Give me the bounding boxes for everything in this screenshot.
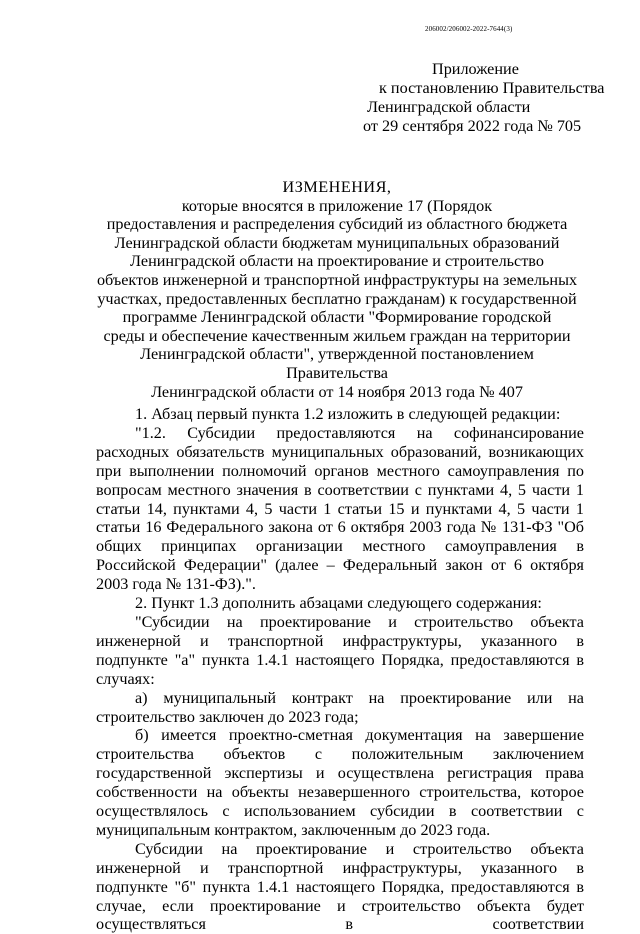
body-paragraph: б) имеется проектно-сметная документация на завершение строительства объектов с положительным заключением государственной экспертизы и осуществлена регистрация права собственности на объекты незавершенного строительства, которое осуществлялось с использованием субсидии в соответствии с муниципальным контрактом, заключенным до 2023 года. bbox=[96, 726, 584, 839]
title-line: Ленинградской области от 14 ноября 2013 года № 407 bbox=[151, 382, 523, 401]
body-paragraph: "Субсидии на проектирование и строительство объекта инженерной и транспортной инфраструктуры, указанного в подпункте "а" пункта 1.4.1 настоящего Порядка, предоставляются в случаях: bbox=[96, 612, 584, 688]
document-body bbox=[96, 405, 584, 934]
title-line: Ленинградской области", утвержденной постановлением Правительства bbox=[140, 345, 534, 382]
appendix-line: Ленинградской области bbox=[367, 98, 531, 116]
body-paragraph: Субсидии на проектирование и строительство объекта инженерной и транспортной инфраструктуры, указанного в подпункте "б" пункта 1.4.1 настоящего Порядка, предоставляются в случае, если проектирование и строительство объекта будет осуществляться в соответствии bbox=[96, 839, 584, 934]
title-line: предоставления и распределения субсидий из областного бюджета bbox=[106, 215, 568, 234]
body-paragraph: "1.2. Субсидии предоставляются на софинансирование расходных обязательств муниципальных образований, возникающих при выполнении полномочий органов местного самоуправления по вопросам местного значения в соответствии с пунктами 4, 5 части 1 статьи 14, пунктами 4, 5 части 1 статьи 15 и пунктами 4, 5 части 1 статьи 16 Федерального закона от 6 октября 2003 года № 131-ФЗ "Об общих принципах организации местного самоуправления в Российской Федерации" (далее – Федеральный закон от 6 октября 2003 года № 131-ФЗ).". bbox=[96, 423, 584, 594]
title-line: объектов инженерной и транспортной инфраструктуры на земельных bbox=[96, 270, 578, 289]
document-title: ИЗМЕНЕНИЯ, bbox=[282, 178, 392, 196]
body-paragraph: 2. Пункт 1.3 дополнить абзацами следующего содержания: bbox=[135, 594, 542, 613]
appendix-line: Приложение bbox=[432, 60, 519, 78]
title-line: которые вносятся в приложение 17 (Порядок bbox=[181, 196, 493, 215]
appendix-header bbox=[355, 60, 605, 136]
appendix-line: к постановлению Правительства bbox=[379, 79, 605, 97]
body-paragraph: 1. Абзац первый пункта 1.2 изложить в следующей редакции: bbox=[135, 405, 561, 423]
title-line: участках, предоставленных бесплатно гражданам) к государственной bbox=[97, 289, 577, 308]
title-line: Ленинградской области на проектирование и строительство bbox=[130, 252, 544, 271]
title-line: программе Ленинградской области "Формирование городской bbox=[122, 308, 552, 327]
title-line: Ленинградской области бюджетам муниципальных образований bbox=[114, 233, 560, 252]
appendix-line: от 29 сентября 2022 года № 705 bbox=[363, 117, 582, 135]
document-number: 206002/206002-2022-7644(3) bbox=[425, 25, 513, 33]
title-line: среды и обеспечение качественным жильем граждан на территории bbox=[103, 326, 571, 345]
changes-title-block bbox=[90, 178, 584, 401]
body-paragraph: а) муниципальный контракт на проектирование или на строительство заключен до 2023 года; bbox=[96, 688, 584, 726]
